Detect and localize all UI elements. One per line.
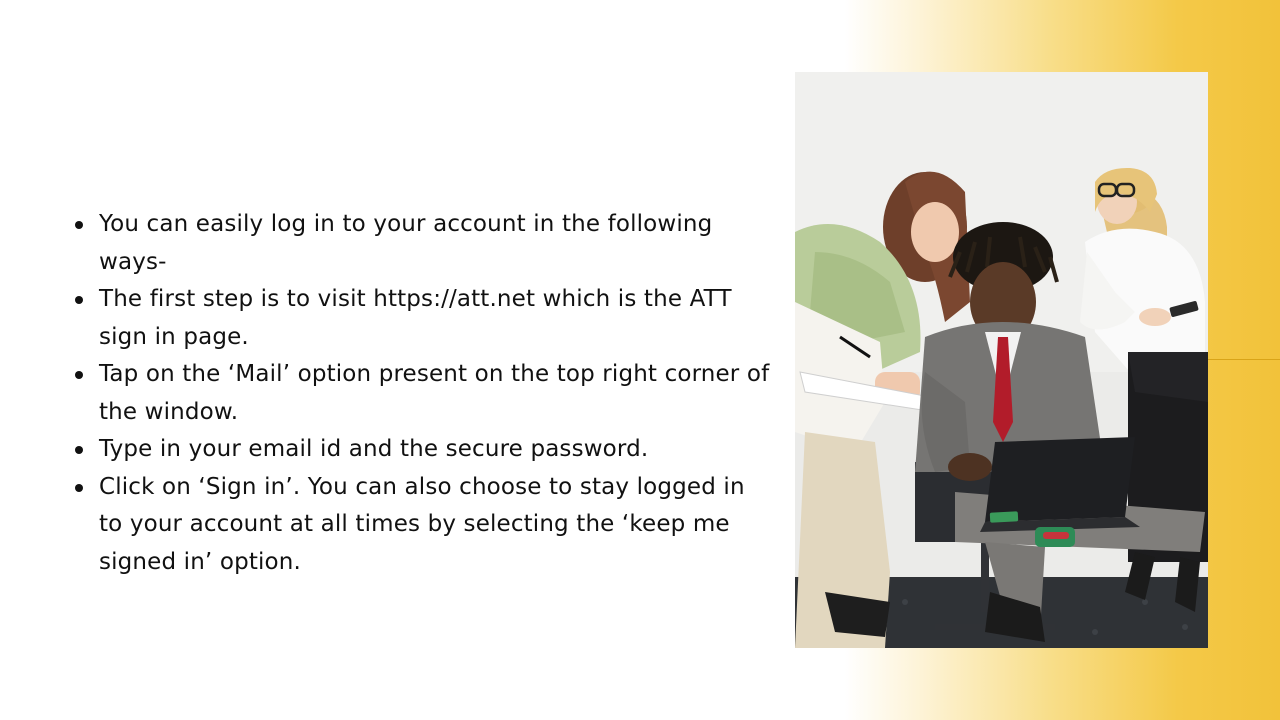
bullet-dot-icon <box>75 221 83 229</box>
bullet-item <box>72 431 772 469</box>
bullet-item <box>72 206 772 281</box>
bullet-dot-icon <box>75 296 83 304</box>
bullet-list <box>72 206 772 581</box>
accent-divider <box>1208 359 1280 360</box>
bullet-dot-icon <box>75 484 83 492</box>
team-at-laptop-icon <box>795 72 1208 648</box>
bullet-item <box>72 281 772 356</box>
bullet-dot-icon <box>75 446 83 454</box>
bullet-text: Type in your email id and the secure password. <box>99 436 649 462</box>
bullet-text: The first step is to visit https://att.net which is the ATT sign in page. <box>99 286 732 350</box>
bullet-item <box>72 469 772 582</box>
bullet-text: You can easily log in to your account in the following ways- <box>99 211 713 275</box>
team-photo <box>795 72 1208 648</box>
bullet-item <box>72 356 772 431</box>
bullet-text: Tap on the ‘Mail’ option present on the top right corner of the window. <box>99 361 770 425</box>
bullet-dot-icon <box>75 371 83 379</box>
bullet-text: Click on ‘Sign in’. You can also choose to stay logged in to your account at all times by selecting the ‘keep me signed in’ option. <box>99 473 745 575</box>
